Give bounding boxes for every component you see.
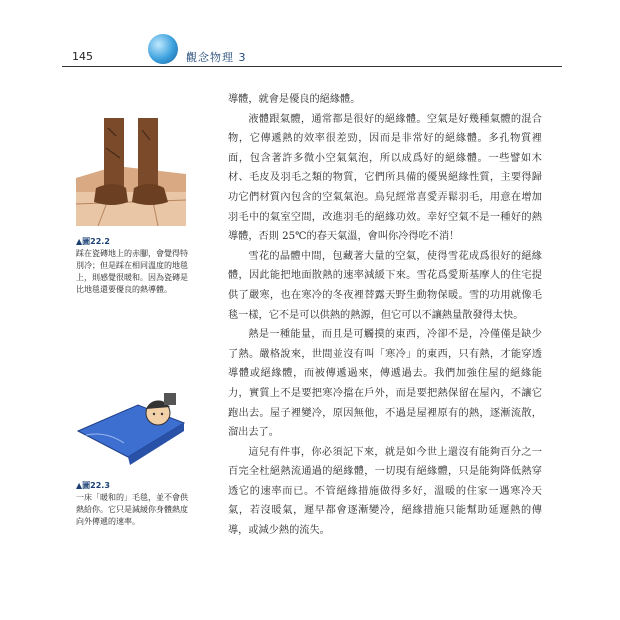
page-header: [62, 46, 562, 68]
paragraph: 導體，就會是優良的絕緣體。: [228, 94, 361, 105]
paragraph: 這兒有件事，你必須記下來，就是如今世上還沒有能夠百分之一百完全杜絕熱流通過的絕緣體，一切現有絕緣體，只是能夠降低熱穿透它的速率而已。不管絕緣措施做得多好，溫暖的住家一遇寒冷天氣，若沒暖氣，遲早都會逐漸變冷，絕緣措施只能幫助延遲熱的傳導，或減少熱的流失。: [228, 446, 542, 537]
figure-bare-feet: [76, 118, 186, 226]
figure-label: ▲圖22.3: [76, 481, 110, 490]
bare-feet-illustration: [76, 118, 186, 226]
paragraph: 熱是一種能量，而且是可觸摸的東西，冷卻不是，冷僅僅是缺少了熱。嚴格說來，世間並沒有叫「寒冷」的東西，只有熱，才能穿透導體或絕緣體，而被傳遞過來，傳遞過去。我們加強住屋的絕緣能力，實質上不是要把寒冷擋在戶外，而是要把熱保留在屋內，不讓它跑出去。屋子裡變冷，原因無他，不過是屋裡原有的熱，逐漸流散，溜出去了。: [228, 329, 542, 439]
figure-caption-22-3: [76, 480, 194, 528]
page-number: 145: [72, 50, 93, 63]
figure-label: ▲圖22.2: [76, 237, 110, 246]
paragraph: 雪花的晶體中間，包藏著大量的空氣，使得雪花成爲很好的絕緣體，因此能把地面散熱的速率減緩下來。雪花爲愛斯基摩人的住宅提供了嚴寒，也在寒冷的冬夜裡替露天野生動物保暖。雪的功用就像毛毯一樣，它不是可以供熱的熱源，但它可以不讓熱量散發得太快。: [228, 250, 542, 321]
figure-caption-22-2: [76, 236, 194, 296]
figure-blanket: [76, 385, 186, 470]
caption-text: 一床「暖和的」毛毯，並不會供熱給你。它只是減緩你身體熱度向外傳遞的速率。: [76, 493, 188, 526]
paragraph: 液體跟氣體，通常都是很好的絕緣體。空氣是好幾種氣體的混合物，它傳遞熱的效率很差勁，因而是非常好的絕緣體。多孔物質裡面，包含著許多微小空氣氣泡，所以成爲好的絕緣體。一些譬如木材、毛皮及羽毛之類的物質，它們所具備的優異絕緣性質，主要得歸功它們材質內包含的空氣氣泡。鳥兒經常喜愛弄鬆羽毛，用意在增加羽毛中的氣室空間，改進羽毛的絕緣功效。幸好空氣不是一種好的熱導體，否則 25℃的春天氣溫，會叫你冷得吃不消！: [228, 113, 542, 243]
blanket-illustration: [76, 385, 186, 470]
main-text: [228, 90, 542, 541]
globe-icon: [148, 34, 178, 64]
book-title: 觀念物理 3: [186, 51, 247, 64]
header-rule: [62, 66, 562, 67]
caption-text: 踩在瓷磚地上的赤腳，會覺得特別冷；但是踩在相同溫度的地毯上，則感覺很暖和。因為瓷磚是比地毯還要優良的熱導體。: [76, 249, 188, 294]
